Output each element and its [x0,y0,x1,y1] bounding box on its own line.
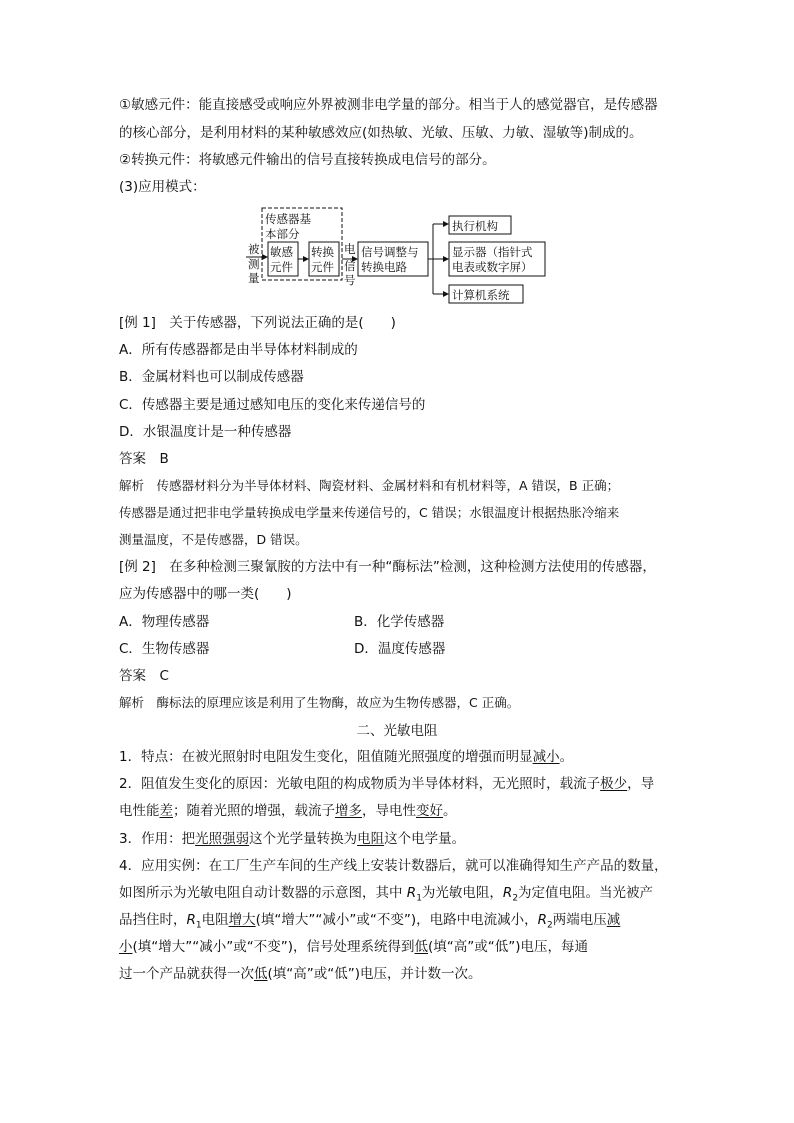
basic-part-label-line-1: 传感器基 [265,212,311,226]
signal-label-char-3: 号 [344,273,356,287]
example-1-question: [例 1] 关于传感器，下列说法正确的是( ) [119,315,396,331]
signal-adjust-label-line-2: 转换电路 [361,260,407,274]
example-1-option-d: D．水银温度计是一种传感器 [119,424,292,440]
example-1-explanation-line-3: 测量温度，不是传感器，D 错误。 [119,532,308,547]
conversion-element-label-line-1: 转换 [311,245,334,259]
example-2-option-d: D．温度传感器 [354,641,446,657]
example-2-option-b: B．化学传感器 [354,614,445,630]
paragraph-sensing-element-line-1: ①敏感元件：能直接感受或响应外界被测非电学量的部分。相当于人的感觉器官，是传感器 [119,97,658,113]
example-1-answer: 答案 B [119,451,169,467]
item-1-feature: 1．特点：在被光照射时电阻发生变化，阻值随光照强度的增强而明显减小。 [119,749,574,765]
paragraph-application-mode: (3)应用模式： [119,179,206,195]
example-1-option-b: B．金属材料也可以制成传感器 [119,369,304,385]
example-2-question-line-2: 应为传感器中的哪一类( ) [119,586,292,602]
computer-system-label: 计算机系统 [452,288,510,302]
conversion-element-label-line-2: 元件 [311,260,334,274]
item-2-reason-line-1: 2．阻值发生变化的原因：光敏电阻的构成物质为半导体材料，无光照时，载流子极少，导 [119,776,655,792]
sensor-application-diagram [240,204,560,306]
example-2-option-c: C．生物传感器 [119,641,210,657]
input-label-char-1: 被 [248,242,260,256]
sensing-element-label-line-1: 敏感 [270,245,293,259]
display-label-line-2: 电表或数字屏） [452,260,533,274]
item-4-example-line-5: 过一个产品就获得一次低(填“高”或“低”)电压，并计数一次。 [119,966,482,982]
item-2-reason-line-2: 电性能差；随着光照的增强，载流子增多，导电性变好。 [119,803,457,819]
paragraph-conversion-element: ②转换元件：将敏感元件输出的信号直接转换成电信号的部分。 [119,152,496,168]
input-label-char-2: 测 [248,257,260,271]
item-4-example-line-2: 如图所示为光敏电阻自动计数器的示意图，其中 $R_1$为光敏电阻，$R_2$为定值电阻。当光被产 [119,885,654,904]
paragraph-sensing-element-line-2: 的核心部分，是利用材料的某种敏感效应(如热敏、光敏、压敏、力敏、湿敏等)制成的。 [119,125,643,141]
example-1-option-c: C．传感器主要是通过感知电压的变化来传递信号的 [119,397,426,413]
sensing-element-label-line-2: 元件 [270,260,293,274]
example-1-explanation-line-2: 传感器是通过把非电学量转换成电学量来传递信号的，C 错误；水银温度计根据热胀冷缩来 [119,505,620,520]
example-2-answer: 答案 C [119,668,169,684]
item-4-example-line-1: 4．应用实例：在工厂生产车间的生产线上安装计数器后，就可以准确得知生产产品的数量， [119,858,668,874]
section-title: 二、光敏电阻 [356,723,438,739]
example-1-explanation-line-1: 解析 传感器材料分为半导体材料、陶瓷材料、金属材料和有机材料等，A 错误，B 正确； [119,478,620,493]
example-1-option-a: A．所有传感器都是由半导体材料制成的 [119,342,358,358]
signal-label-char-2: 信 [344,259,356,273]
signal-adjust-label-line-1: 信号调整与 [361,245,419,259]
example-2-explanation: 解析 酶标法的原理应该是利用了生物酶，故应为生物传感器，C 正确。 [119,695,520,710]
actuator-label: 执行机构 [452,219,498,233]
signal-label-char-1: 电 [344,242,356,256]
item-3-function: 3．作用：把光照强弱这个光学量转换为电阻这个电学量。 [119,831,466,847]
item-4-example-line-4: 小(填“增大”“减小”或“不变”)，信号处理系统得到低(填“高”或“低”)电压，每通 [119,939,589,955]
example-2-option-a: A．物理传感器 [119,614,210,630]
input-label-char-3: 量 [248,271,260,285]
item-4-example-line-3: 品挡住时，$R_1$电阻增大(填“增大”“减小”或“不变”)，电路中电流减小，$R_2$两端电压减 [119,912,621,931]
display-label-line-1: 显示器（指针式 [452,245,533,259]
basic-part-label-line-2: 本部分 [265,227,300,241]
example-2-question-line-1: [例 2] 在多种检测三聚氰胺的方法中有一种“酶标法”检测，这种检测方法使用的传感器， [119,559,656,575]
